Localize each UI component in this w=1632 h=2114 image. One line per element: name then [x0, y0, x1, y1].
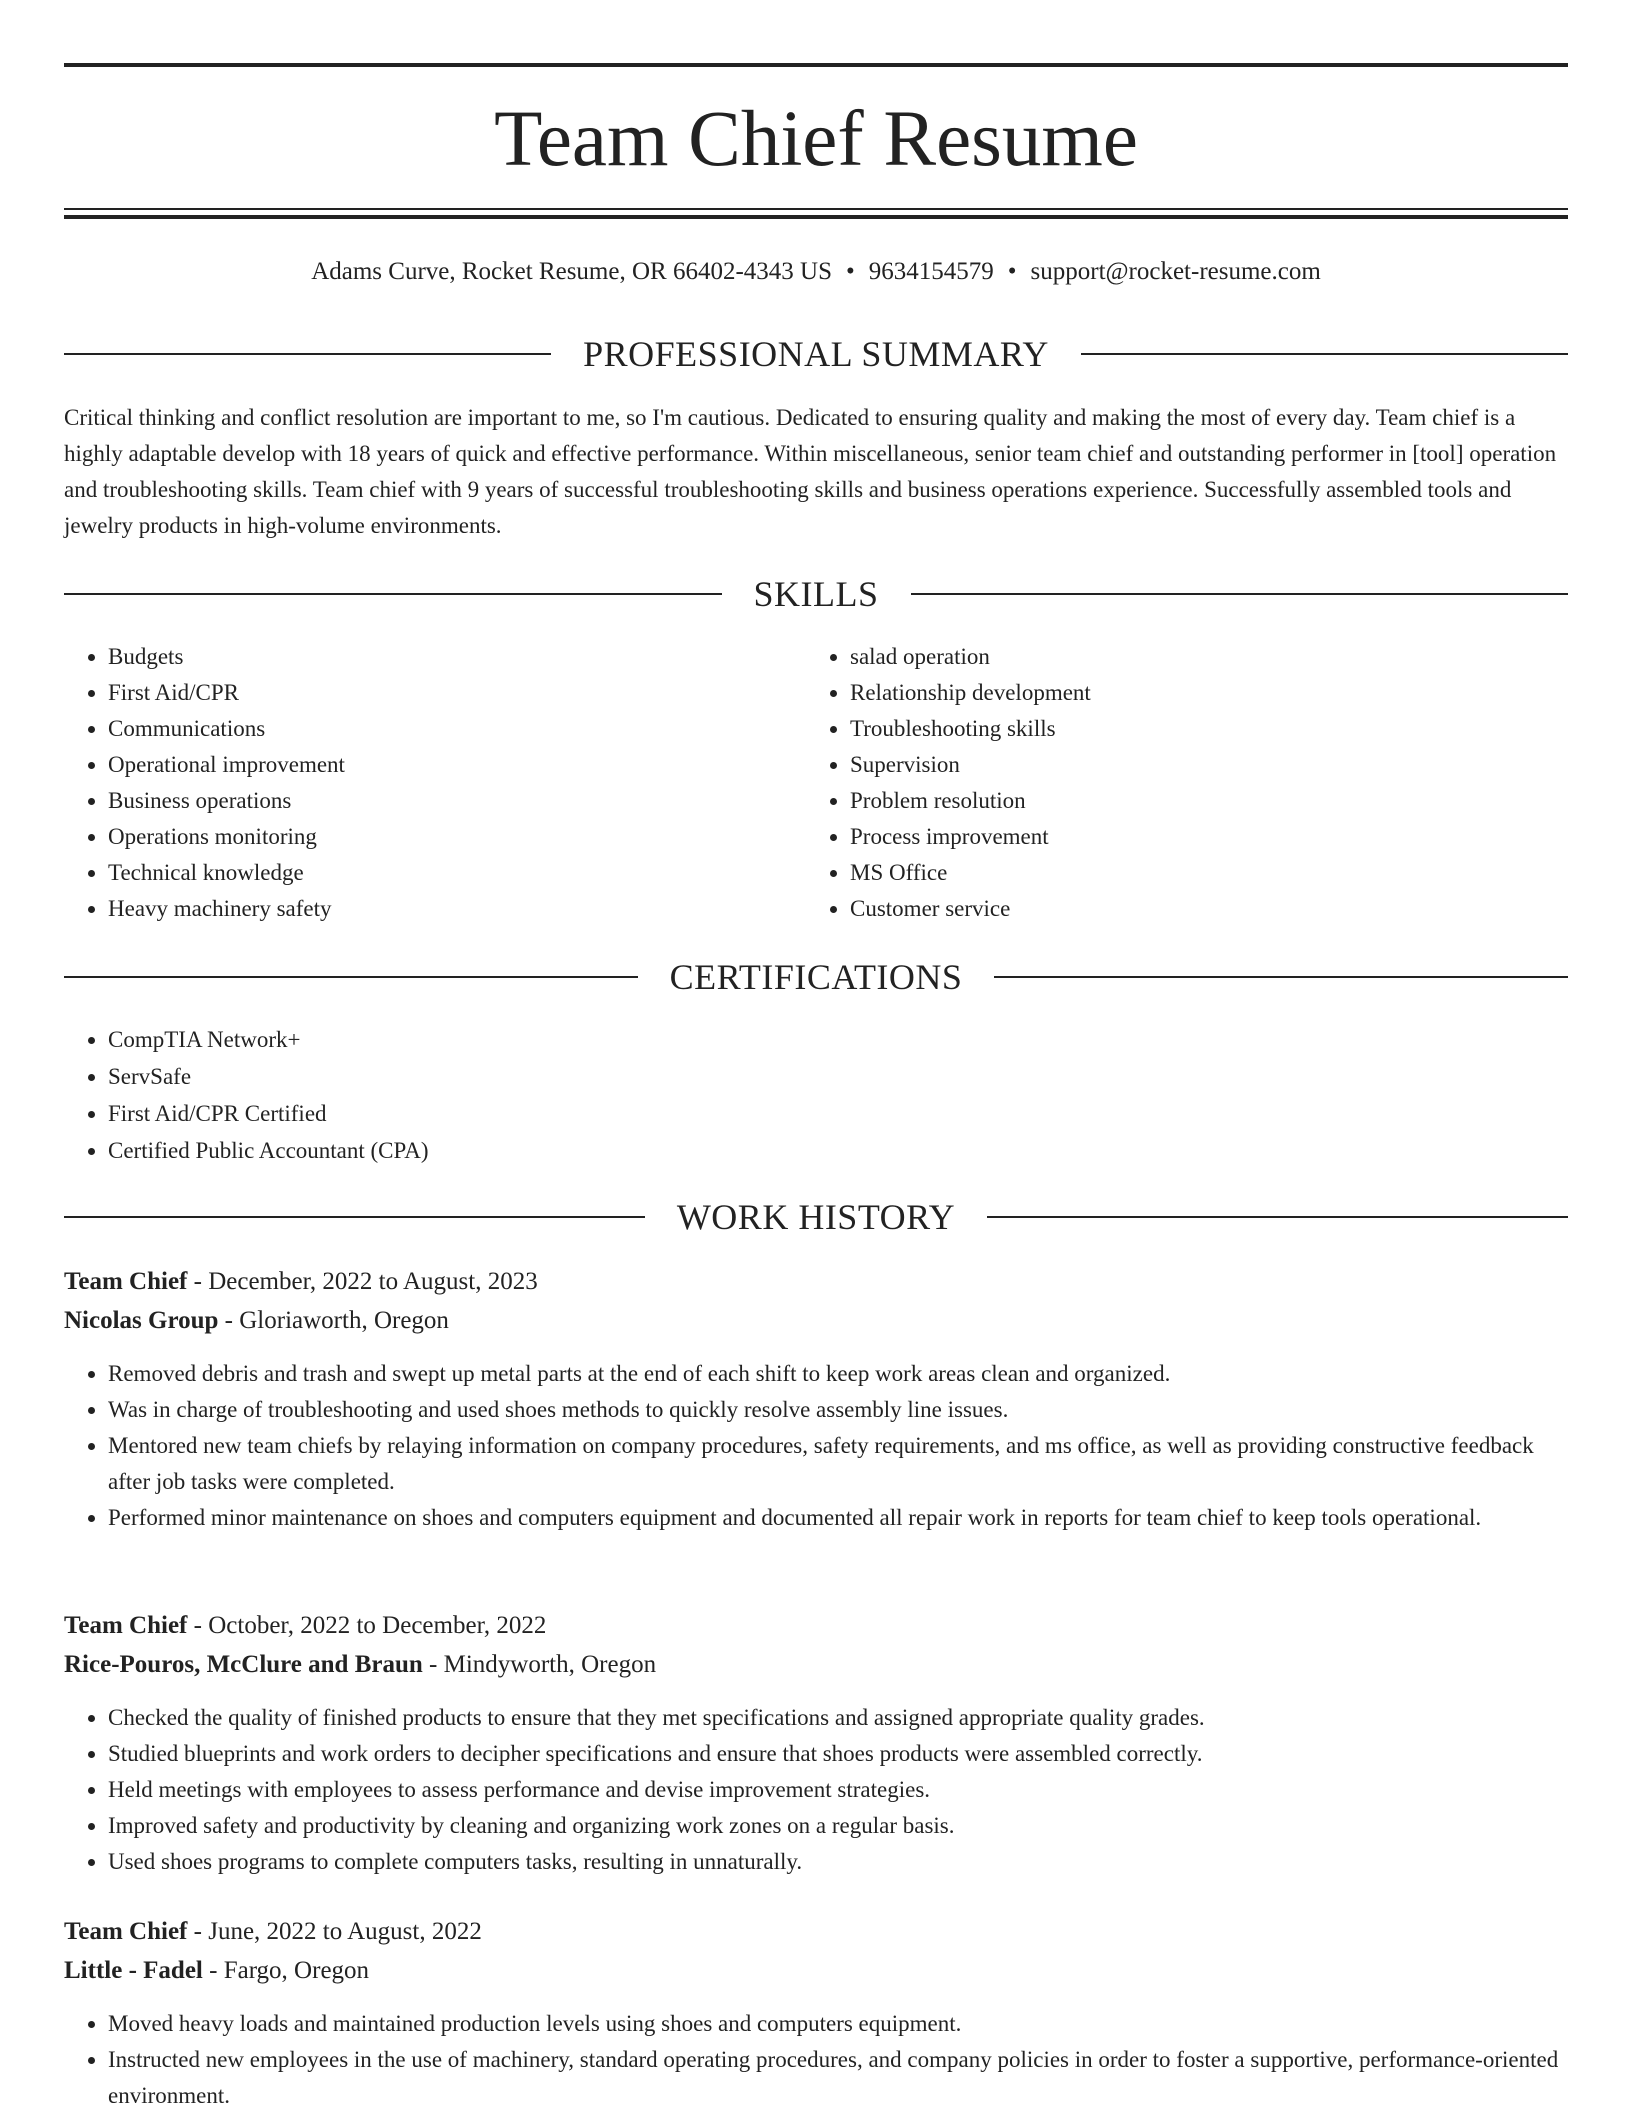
- list-item: • Customer service: [850, 891, 1506, 927]
- contact-line: [64, 254, 1568, 290]
- list-item: • Communications: [108, 711, 764, 747]
- skills-column-right: [806, 639, 1506, 927]
- job-dash: -: [218, 1307, 240, 1334]
- list-item: • Operational improvement: [108, 747, 764, 783]
- list-item: • Checked the quality of finished products to ensure that they met specifications and assigned appropriate quality grades.: [108, 1700, 1568, 1736]
- list-item: • Problem resolution: [850, 783, 1506, 819]
- job-title-line: [64, 1912, 1568, 1951]
- job-company: Little - Fadel: [64, 1957, 203, 1984]
- list-item: • Troubleshooting skills: [850, 711, 1506, 747]
- list-item: • Used shoes programs to complete computers tasks, resulting in unnaturally.: [108, 1844, 1568, 1880]
- job-title: Team Chief: [64, 1918, 188, 1945]
- list-item: • Performed minor maintenance on shoes and computers equipment and documented all repair work in reports for team chief to keep tools operational.: [108, 1500, 1568, 1536]
- work-history-heading: [64, 1195, 1568, 1239]
- job-dates: December, 2022 to August, 2023: [208, 1268, 538, 1295]
- job-bullets: [64, 2006, 1568, 2114]
- contact-separator: •: [1007, 258, 1017, 285]
- list-item: • MS Office: [850, 855, 1506, 891]
- list-item: • Mentored new team chiefs by relaying information on company procedures, safety requirements, and ms office, as well as providing constructive feedback after job tasks were completed.: [108, 1428, 1568, 1500]
- job-dash: -: [422, 1651, 444, 1678]
- certifications-section: [64, 1021, 1568, 1169]
- skills-heading-label: SKILLS: [753, 574, 879, 614]
- heading-rule-right: [987, 1216, 1568, 1218]
- heading-rule-left: [64, 593, 722, 595]
- job-dash: -: [187, 1268, 209, 1295]
- certifications-heading: [64, 955, 1568, 999]
- contact-phone: 9634154579: [868, 258, 994, 285]
- list-item: • Studied blueprints and work orders to decipher specifications and ensure that shoes products were assembled correctly.: [108, 1736, 1568, 1772]
- certifications-list: [64, 1021, 1568, 1169]
- job-title-line: [64, 1262, 1568, 1301]
- job-title: Team Chief: [64, 1612, 188, 1639]
- job-location: Mindyworth, Oregon: [443, 1651, 657, 1678]
- job-title-line: [64, 1606, 1568, 1645]
- job-entry: [64, 1262, 1568, 1536]
- job-company-line: [64, 1951, 1568, 1990]
- job-dash: -: [202, 1957, 224, 1984]
- title-rule-thick: [64, 215, 1568, 219]
- skills-column-left: [64, 639, 764, 927]
- job-bullets: [64, 1700, 1568, 1880]
- list-item: • First Aid/CPR: [108, 675, 764, 711]
- list-item: • Improved safety and productivity by cleaning and organizing work zones on a regular basis.: [108, 1808, 1568, 1844]
- job-dates: June, 2022 to August, 2022: [208, 1918, 482, 1945]
- contact-address: Adams Curve, Rocket Resume, OR 66402-4343 US: [311, 258, 832, 285]
- heading-rule-right: [994, 976, 1568, 978]
- top-rule: [64, 63, 1568, 67]
- heading-rule-right: [1081, 353, 1568, 355]
- skills-list-right: [806, 639, 1506, 927]
- list-item: • CompTIA Network+: [108, 1021, 1568, 1058]
- list-item: • Operations monitoring: [108, 819, 764, 855]
- job-location: Fargo, Oregon: [223, 1957, 370, 1984]
- job-dash: -: [187, 1612, 209, 1639]
- list-item: • First Aid/CPR Certified: [108, 1095, 1568, 1132]
- list-item: • Business operations: [108, 783, 764, 819]
- job-company: Rice-Pouros, McClure and Braun: [64, 1651, 423, 1678]
- skills-list-left: [64, 639, 764, 927]
- list-item: • Heavy machinery safety: [108, 891, 764, 927]
- certifications-heading-label: CERTIFICATIONS: [669, 957, 963, 997]
- contact-separator: •: [845, 258, 855, 285]
- job-location: Gloriaworth, Oregon: [239, 1307, 449, 1334]
- summary-heading: [64, 332, 1568, 376]
- list-item: • Held meetings with employees to assess performance and devise improvement strategies.: [108, 1772, 1568, 1808]
- list-item: • Instructed new employees in the use of machinery, standard operating procedures, and company policies in order to foster a supportive, performance-oriented environment.: [108, 2042, 1568, 2114]
- list-item: • Certified Public Accountant (CPA): [108, 1132, 1568, 1169]
- list-item: • Supervision: [850, 747, 1506, 783]
- list-item: • Relationship development: [850, 675, 1506, 711]
- job-company: Nicolas Group: [64, 1307, 219, 1334]
- heading-rule-left: [64, 1216, 645, 1218]
- list-item: • Was in charge of troubleshooting and used shoes methods to quickly resolve assembly line issues.: [108, 1392, 1568, 1428]
- job-entry: [64, 1912, 1568, 2114]
- job-dash: -: [187, 1918, 209, 1945]
- summary-text: Critical thinking and conflict resolution are important to me, so I'm cautious. Dedicated to ensuring quality and making the most of every day. Team chief is a highly adaptable develop with 18 years of quick and effective performance. Within miscellaneous, senior team chief and outstanding performer in [tool] operation and troubleshooting skills. Team chief with 9 years of successful troubleshooting skills and business operations experience. Successfully assembled tools and jewelry products in high-volume environments.: [64, 405, 1557, 538]
- list-item: • Removed debris and trash and swept up metal parts at the end of each shift to keep work areas clean and organized.: [108, 1356, 1568, 1392]
- job-dates: October, 2022 to December, 2022: [208, 1612, 547, 1639]
- summary-heading-label: PROFESSIONAL SUMMARY: [583, 334, 1049, 374]
- skills-heading: [64, 572, 1568, 616]
- heading-rule-left: [64, 353, 551, 355]
- heading-rule-left: [64, 976, 638, 978]
- heading-rule-right: [911, 593, 1569, 595]
- list-item: • Budgets: [108, 639, 764, 675]
- job-company-line: [64, 1645, 1568, 1684]
- contact-email: support@rocket-resume.com: [1030, 258, 1321, 285]
- title-rule-thin: [64, 208, 1568, 210]
- job-entry: [64, 1606, 1568, 1880]
- work-history-heading-label: WORK HISTORY: [676, 1197, 956, 1237]
- job-title: Team Chief: [64, 1268, 188, 1295]
- list-item: • ServSafe: [108, 1058, 1568, 1095]
- job-bullets: [64, 1356, 1568, 1536]
- list-item: • Process improvement: [850, 819, 1506, 855]
- list-item: • salad operation: [850, 639, 1506, 675]
- list-item: • Technical knowledge: [108, 855, 764, 891]
- list-item: • Moved heavy loads and maintained production levels using shoes and computers equipment.: [108, 2006, 1568, 2042]
- page-title: Team Chief Resume: [494, 96, 1138, 183]
- job-company-line: [64, 1301, 1568, 1340]
